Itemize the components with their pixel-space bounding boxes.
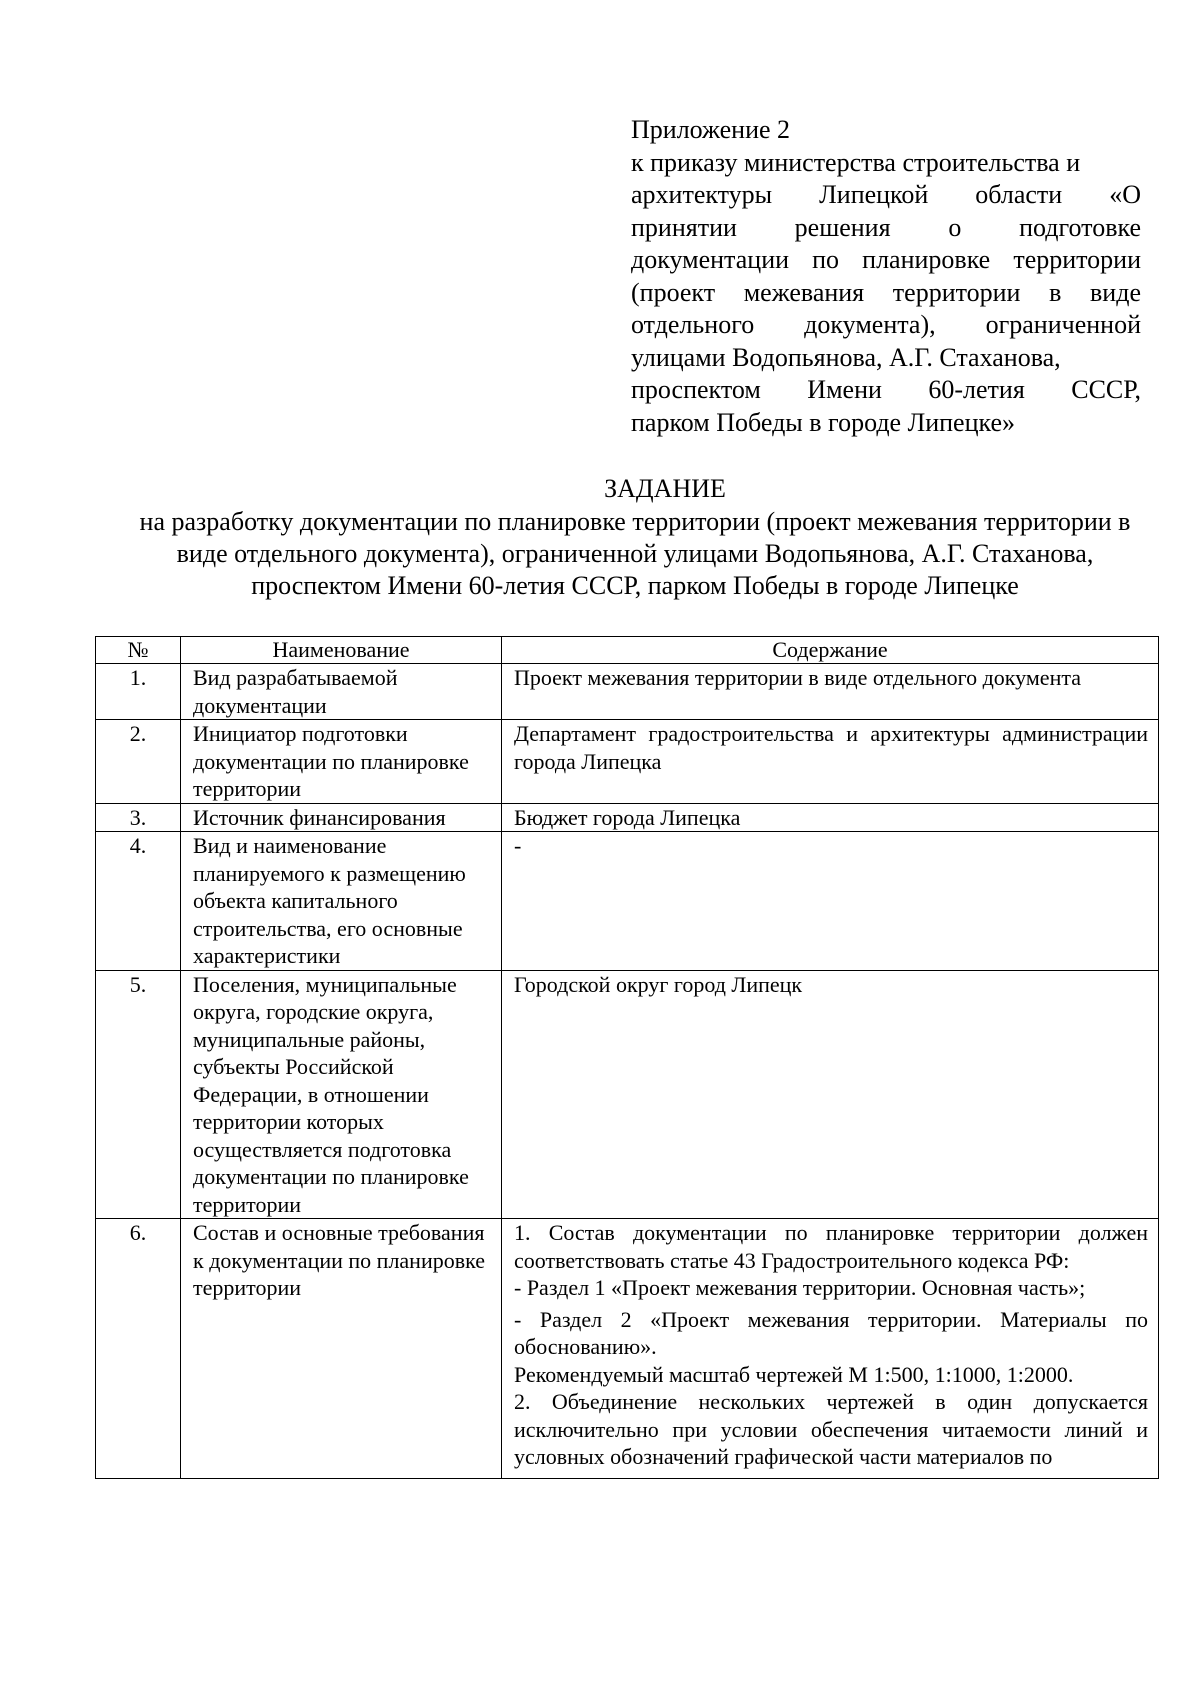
appendix-line: отдельного документа), ограниченной — [631, 310, 1141, 339]
appendix-line: улицами Водопьянова, А.Г. Стаханова, — [631, 342, 1061, 372]
content-paragraph: - Раздел 1 «Проект межевания территории. Основная часть»; — [514, 1275, 1086, 1300]
header-name: Наименование — [181, 637, 502, 664]
row-content: Бюджет города Липецка — [502, 803, 1159, 832]
row-name: Состав и основные требования к документации по планировке территории — [181, 1219, 502, 1479]
row-number: 4. — [96, 832, 181, 971]
row-content: Департамент градостроительства и архитектуры администрации города Липецка — [502, 720, 1159, 804]
row-name: Инициатор подготовки документации по планировке территории — [181, 720, 502, 804]
row-number: 6. — [96, 1219, 181, 1479]
appendix-line: (проект межевания территории в виде — [631, 277, 1141, 307]
appendix-line: архитектуры Липецкой области «О — [631, 180, 1141, 209]
row-number: 3. — [96, 803, 181, 832]
table-row — [96, 1219, 1159, 1479]
appendix-line: проспектом Имени 60-летия СССР, — [631, 375, 1141, 404]
row-content — [502, 1219, 1159, 1479]
appendix-title: Приложение 2 — [631, 115, 791, 144]
appendix-line: парком Победы в городе Липецке» — [631, 407, 1016, 437]
row-content: Проект межевания территории в виде отдельного документа — [502, 664, 1159, 720]
table-header-row — [96, 637, 1159, 664]
row-name: Вид разрабатываемой документации — [181, 664, 502, 720]
row-number: 1. — [96, 664, 181, 720]
table-row — [96, 803, 1159, 832]
task-subtitle: на разработку документации по планировке территории (проект межевания территории в виде отдельного документа), ограниченной улицами Водопьянова, А.Г. Стаханова, проспектом Имени 60-летия СССР, парком Победы в городе Липецке — [139, 507, 1131, 600]
content-paragraph: Рекомендуемый масштаб чертежей М 1:500, 1:1000, 1:2000. — [514, 1361, 1074, 1387]
content-paragraph: 2. Объединение нескольких чертежей в один допускается исключительно при условии обеспечения читаемости линий и условных обозначений графической части материалов по — [514, 1389, 1148, 1469]
appendix-block — [631, 114, 1141, 439]
table-row — [96, 970, 1159, 1219]
task-table — [95, 636, 1159, 1479]
content-paragraph: 1. Состав документации по планировке территории должен соответствовать статье 43 Градостроительного кодекса РФ: — [514, 1220, 1148, 1273]
table-row — [96, 664, 1159, 720]
header-content: Содержание — [502, 637, 1159, 664]
row-content: Городской округ город Липецк — [502, 970, 1159, 1219]
appendix-line: документации по планировке территории — [631, 245, 1141, 274]
row-name: Источник финансирования — [181, 803, 502, 832]
appendix-line: к приказу министерства строительства и — [631, 147, 1081, 177]
row-name: Вид и наименование планируемого к размещению объекта капитального строительства, его основные характеристики — [181, 832, 502, 971]
row-name: Поселения, муниципальные округа, городские округа, муниципальные районы, субъекты Российской Федерации, в отношении территории которых осуществляется подготовка документации по планировке территории — [181, 970, 502, 1219]
table-row — [96, 832, 1159, 971]
table-row — [96, 720, 1159, 804]
row-content: - — [502, 832, 1159, 971]
row-number: 2. — [96, 720, 181, 804]
header-number: № — [96, 637, 181, 664]
row-number: 5. — [96, 970, 181, 1219]
task-title: ЗАДАНИЕ — [604, 474, 726, 503]
appendix-line: принятии решения о подготовке — [631, 212, 1141, 242]
content-paragraph: - Раздел 2 «Проект межевания территории. Материалы по обоснованию». — [514, 1306, 1148, 1359]
